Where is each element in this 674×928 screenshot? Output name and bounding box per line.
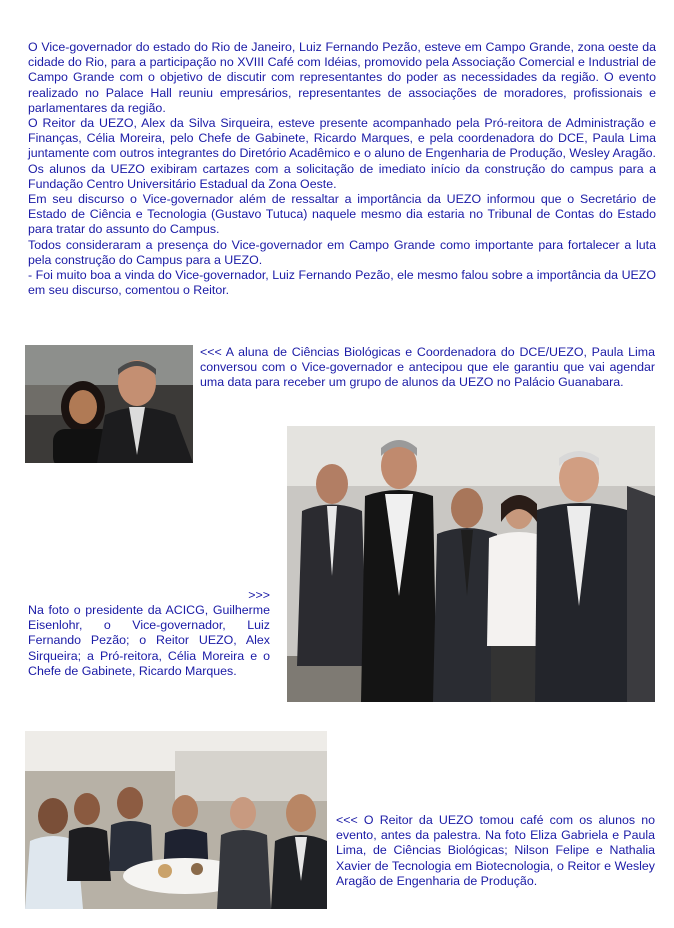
- caption-photo-1: <<< A aluna de Ciências Biológicas e Coordenadora do DCE/UEZO, Paula Lima conversou com o Vice-governador e antecipou que ele garantiu que vai agendar uma data para receber um grupo de alunos da UEZO no Palácio Guanabara.: [200, 345, 655, 390]
- article-paragraph: - Foi muito boa a vinda do Vice-governador, Luiz Fernando Pezão, ele mesmo falou sobre a importância da UEZO em seu discurso, comentou o Reitor.: [28, 268, 656, 298]
- photo-rector-breakfast-students: [25, 731, 327, 909]
- article-paragraph: Em seu discurso o Vice-governador além de ressaltar a importância da UEZO informou que o Secretário de Estado de Ciência e Tecnologia (Gustavo Tutuca) naquele mesmo dia estaria no Tribunal de Contas do Estado para tratar do assunto do Campus.: [28, 192, 656, 237]
- photo-paula-lima-vice-governor: [25, 345, 193, 463]
- caption-photo-2-arrow: >>>: [248, 588, 270, 602]
- article-body: [28, 40, 656, 298]
- photo-group-acicg: [287, 426, 655, 702]
- caption-photo-2: Na foto o presidente da ACICG, Guilherme Eisenlohr, o Vice-governador, Luiz Fernando Pezão; o Reitor UEZO, Alex Sirqueira; a Pró-reitora, Célia Moreira e o Chefe de Gabinete, Ricardo Marques.: [28, 603, 270, 678]
- article-paragraph: O Vice-governador do estado do Rio de Janeiro, Luiz Fernando Pezão, esteve em Campo Grande, zona oeste da cidade do Rio, para a participação no XVIII Café com Idéias, promovido pela Associação Comercial e Industrial de Campo Grande com o objetivo de discutir com representantes do poder as necessidades da região. O evento realizado no Palace Hall reuniu empresários, representantes de associações de moradores, profissionais e parlamentares da região.: [28, 40, 656, 115]
- article-paragraph: O Reitor da UEZO, Alex da Silva Sirqueira, esteve presente acompanhado pela Pró-reitora de Administração e Finanças, Célia Moreira, pelo Chefe de Gabinete, Ricardo Marques, e pela coordenadora do DCE, Paula Lima juntamente com outros integrantes do Diretório Acadêmico e o aluno de Engenharia de Produção, Wesley Aragão.: [28, 116, 656, 161]
- article-paragraph: Os alunos da UEZO exibiram cartazes com a solicitação de imediato início da construção do campus para a Fundação Centro Universitário Estadual da Zona Oeste.: [28, 161, 656, 191]
- article-paragraph: Todos consideraram a presença do Vice-governador em Campo Grande como importante para fortalecer a luta pela construção do Campus para a UEZO.: [28, 237, 656, 267]
- caption-photo-3: <<< O Reitor da UEZO tomou café com os alunos no evento, antes da palestra. Na foto Eliza Gabriela e Paula Lima, de Ciências Biológicas; Nilson Felipe e Nathalia Xavier de Tecnologia em Biotecnologia, o Reitor e Wesley Aragão de Engenharia de Produção.: [336, 813, 655, 888]
